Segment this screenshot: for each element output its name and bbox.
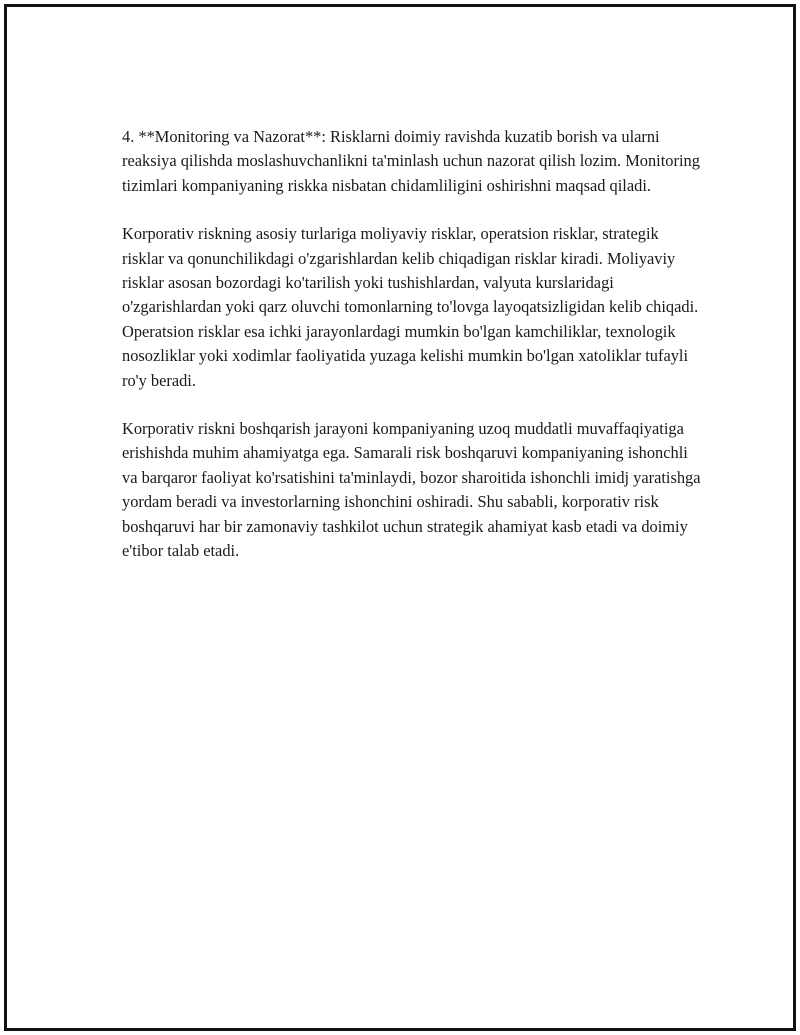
paragraph-risk-management: Korporativ riskni boshqarish jarayoni kompaniyaning uzoq muddatli muvaffaqiyatiga erishishda muhim ahamiyatga ega. Samarali risk boshqaruvi kompaniyaning ishonchli va barqaror faoliyat ko'rsatishini ta'minlaydi, bozor sharoitida ishonchli imidj yaratishga yordam beradi va investorlarning ishonchini oshiradi. Shu sababli, korporativ risk boshqaruvi har bir zamonaviy tashkilot uchun strategik ahamiyat kasb etadi va doimiy e'tibor talab etadi. [122,419,701,561]
document-body [122,125,702,588]
paragraph-monitoring: 4. **Monitoring va Nazorat**: Risklarni doimiy ravishda kuzatib borish va ularni reaksiya qilishda moslashuvchanlikni ta'minlash uchun nazorat qilish lozim. Monitoring tizimlari kompaniyaning riskka nisbatan chidamliligini oshirishni maqsad qiladi. [122,127,700,195]
paragraph-risk-types: Korporativ riskning asosiy turlariga moliyaviy risklar, operatsion risklar, strategik risklar va qonunchilikdagi o'zgarishlardan kelib chiqadigan risklar kiradi. Moliyaviy risklar asosan bozordagi ko'tarilish yoki tushishlardan, valyuta kurslaridagi o'zgarishlardan yoki qarz oluvchi tomonlarning to'lovga layoqatsizligidan kelib chiqadi. Operatsion risklar esa ichki jarayonlardagi mumkin bo'lgan kamchiliklar, texnologik nosozliklar yoki xodimlar faoliyatida yuzaga kelishi mumkin bo'lgan xatoliklar tufayli ro'y beradi. [122,224,699,390]
page-frame [4,4,796,1031]
